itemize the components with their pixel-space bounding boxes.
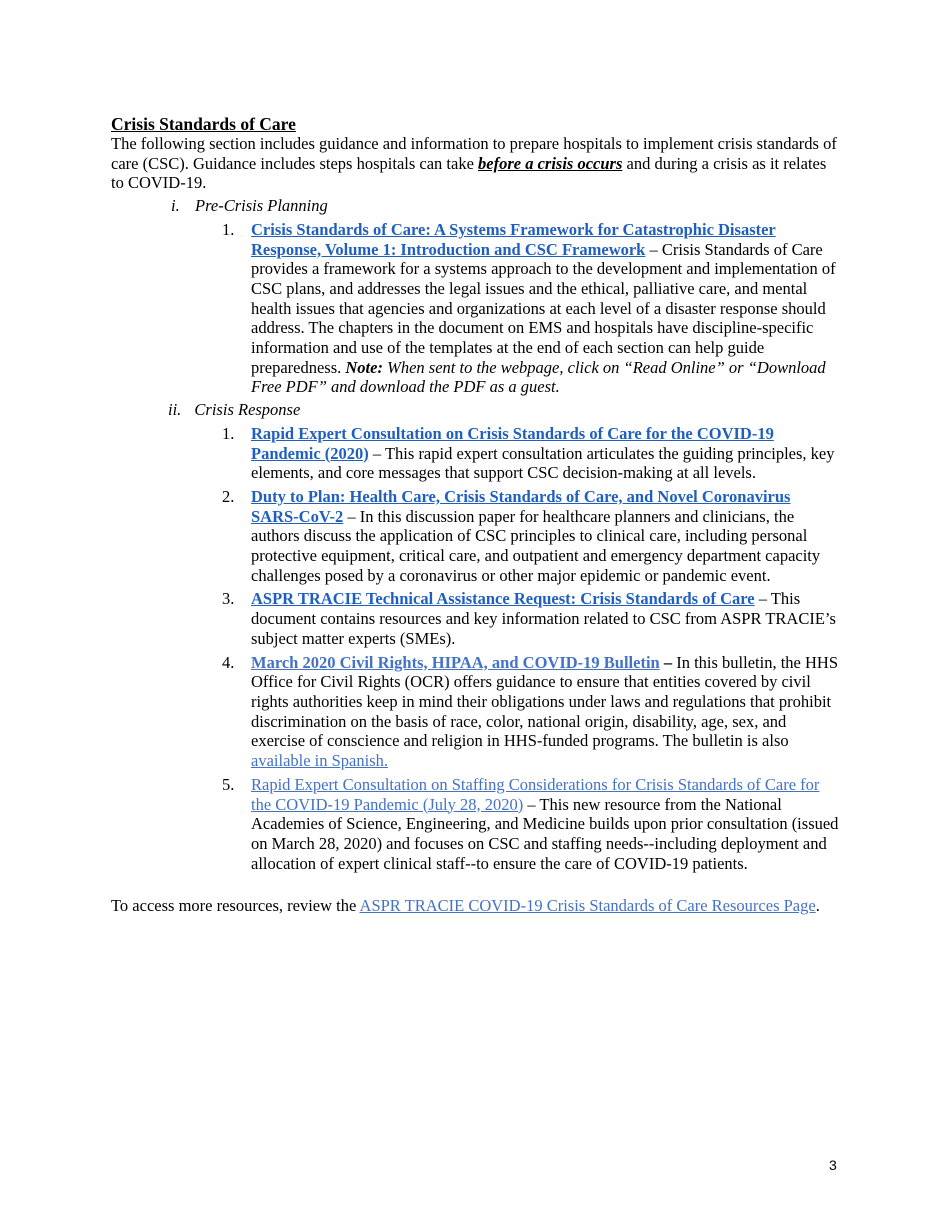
list-item: 4. March 2020 Civil Rights, HIPAA, and COVID-19 Bulletin – In this bulletin, the HHS Office for Civil Rights (OCR) offers guidance to ensure that entities covered by civil rights authorities keep in mind their obligations under laws and regulations that prohibit discrimination on the basis of race, color, national origin, disability, age, sex, and exercise of conscience and religion in HHS-funded programs. The bulletin is also available in Spanish.	[222, 652, 839, 771]
resource-link[interactable]: Rapid Expert Consultation on Crisis Standards of Care for the COVID-19 Pandemic (2020)	[251, 423, 774, 463]
list-item: 2. Duty to Plan: Health Care, Crisis Standards of Care, and Novel Coronavirus SARS-CoV-2 – In this discussion paper for healthcare planners and clinicians, the authors discuss the application of CSC principles to clinical care, including personal protective equipment, critical care, and outpatient and emergency department capacity challenges posed by a coronavirus or other major epidemic or pandemic event.	[222, 486, 821, 585]
list-number: 1.	[222, 423, 235, 443]
resource-link[interactable]: Crisis Standards of Care: A Systems Framework for Catastrophic Disaster Response, Volume 1: Introduction and CSC Framework	[251, 219, 776, 259]
section-pre-crisis-planning	[172, 196, 841, 216]
spanish-version-link[interactable]: available in Spanish.	[251, 751, 389, 771]
note-label: Note:	[345, 357, 383, 377]
intro-paragraph: The following section includes guidance and information to prepare hospitals to implement crisis standards of care (CSC). Guidance includes steps hospitals can take before a crisis occurs and during a crisis as it relates to COVID-19.	[111, 134, 837, 193]
list-number: 5.	[222, 774, 235, 794]
list-item: 3. ASPR TRACIE Technical Assistance Request: Crisis Standards of Care – This document contains resources and key information related to CSC from ASPR TRACIE’s subject matter experts (SMEs).	[222, 589, 836, 648]
document-body	[111, 110, 841, 916]
list-number: 4.	[222, 652, 235, 672]
section-numeral: ii.	[168, 400, 182, 420]
resources-page-link[interactable]: ASPR TRACIE COVID-19 Crisis Standards of Care Resources Page	[359, 896, 816, 916]
list-item: 1. Rapid Expert Consultation on Crisis Standards of Care for the COVID-19 Pandemic (2020) – This rapid expert consultation articulates the guiding principles, key elements, and core messages that support CSC decision-making at all levels.	[222, 423, 835, 483]
resource-link[interactable]: Rapid Expert Consultation on Staffing Considerations for Crisis Standards of Care for the COVID-19 Pandemic (July 28, 2020)	[251, 774, 820, 814]
section-crisis-response	[168, 400, 841, 420]
list-number: 1.	[222, 219, 235, 239]
section-numeral: i.	[171, 196, 180, 216]
page-number: 3	[829, 1157, 837, 1173]
list-number: 3.	[222, 589, 235, 609]
resource-link[interactable]: March 2020 Civil Rights, HIPAA, and COVID-19 Bulletin	[251, 652, 660, 672]
note-text: When sent to the webpage, click on “Read Online” or “Download Free PDF” and download the PDF as a guest.	[251, 357, 826, 397]
resource-link[interactable]: Duty to Plan: Health Care, Crisis Standards of Care, and Novel Coronavirus SARS-CoV-2	[251, 486, 791, 526]
list-item: 1. Crisis Standards of Care: A Systems Framework for Catastrophic Disaster Response, Volume 1: Introduction and CSC Framework – Crisis Standards of Care provides a framework for a systems approach to the development and implementation of CSC plans, and addresses the legal issues and the ethical, palliative care, and mental health issues that agencies and organizations at each level of a disaster response should address. The chapters in the document on EMS and hospitals have discipline-specific information and use of the templates at the end of each section can help guide preparedness. Note: When sent to the webpage, click on “Read Online” or “Download Free PDF” and download the PDF as a guest.	[222, 219, 836, 397]
section-title: Pre-Crisis Planning	[195, 196, 328, 216]
list-item: 5. Rapid Expert Consultation on Staffing Considerations for Crisis Standards of Care for the COVID-19 Pandemic (July 28, 2020) – This new resource from the National Academies of Science, Engineering, and Medicine builds upon prior consultation (issued on March 28, 2020) and focuses on CSC and staffing needs--including deployment and allocation of expert clinical staff--to ensure the care of COVID-19 patients.	[222, 774, 839, 873]
resource-link[interactable]: ASPR TRACIE Technical Assistance Request: Crisis Standards of Care	[251, 589, 755, 609]
list-number: 2.	[222, 486, 235, 506]
section-heading: Crisis Standards of Care	[111, 114, 296, 134]
section-title: Crisis Response	[194, 400, 301, 420]
intro-emphasis: before a crisis occurs	[478, 153, 623, 173]
closing-paragraph: To access more resources, review the ASPR TRACIE COVID-19 Crisis Standards of Care Resources Page.	[111, 896, 820, 916]
